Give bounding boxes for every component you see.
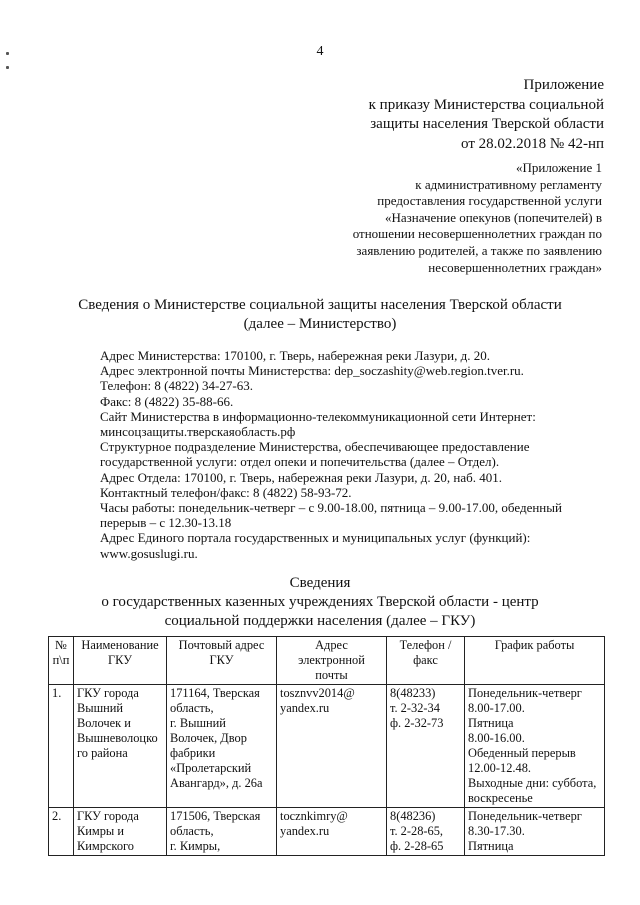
phone-fax-cell xyxy=(387,685,465,808)
appendix-line: от 28.02.2018 № 42-нп xyxy=(461,135,604,152)
cell-line: «Пролетарский xyxy=(170,761,252,775)
gku-table xyxy=(48,636,605,856)
page-number: 4 xyxy=(316,44,324,59)
header-cell-line: Наименование xyxy=(81,638,159,652)
cell-line: Авангард», д. 26а xyxy=(170,776,263,790)
cell-line: Понедельник-четверг xyxy=(468,686,582,700)
cell-line: ГКУ города xyxy=(77,686,139,700)
cell-line: 8.00-17.00. xyxy=(468,701,525,715)
cell-line: Кимрского xyxy=(77,839,134,853)
schedule-cell xyxy=(465,808,605,856)
header-cell xyxy=(74,637,167,685)
cell-line: 171164, Тверская xyxy=(170,686,260,700)
scan-mark xyxy=(6,66,9,69)
cell-line: Вышневолоцко xyxy=(77,731,158,745)
ministry-info-line: Факс: 8 (4822) 35-88-66. xyxy=(100,393,234,409)
ministry-info-line: государственной услуги: отдел опеки и попечительства (далее – Отдел). xyxy=(100,454,500,470)
regulation-appendix-line: заявлению родителей, а также по заявлению xyxy=(356,242,602,258)
cell-line: г. Вышний xyxy=(170,716,226,730)
regulation-appendix-line: отношении несовершеннолетних граждан по xyxy=(352,226,602,242)
cell-line: yandex.ru xyxy=(280,701,330,715)
row-number-cell xyxy=(49,685,74,808)
cell-line: tocznkimry@ xyxy=(280,809,348,823)
gku-section-title xyxy=(0,574,640,631)
cell-line: Кимры и xyxy=(77,824,124,838)
header-cell-line: факс xyxy=(413,653,438,667)
header-cell-line: ГКУ xyxy=(108,653,132,667)
ministry-title-line: Сведения о Министерстве социальной защиты населения Тверской области xyxy=(78,297,562,313)
regulation-appendix-line: «Назначение опекунов (попечителей) в xyxy=(384,209,602,225)
ministry-info-line: минсоцзащиты.тверскаяобласть.рф xyxy=(100,424,296,440)
cell-line: т. 2-28-65, xyxy=(390,824,444,838)
header-cell-line: Телефон / xyxy=(399,638,452,652)
postal-address-cell xyxy=(167,808,277,856)
gku-name-cell xyxy=(74,808,167,856)
cell-line: Волочек, Двор xyxy=(170,731,247,745)
cell-line: 8(48236) xyxy=(390,809,436,823)
ministry-info-line: Адрес электронной почты Министерства: dep_soczashity@web.region.tver.ru. xyxy=(100,363,524,379)
cell-line: воскресенье xyxy=(468,791,533,805)
cell-line: Волочек и xyxy=(77,716,131,730)
ministry-info-line: Адрес Министерства: 170100, г. Тверь, набережная реки Лазури, д. 20. xyxy=(100,348,490,363)
header-cell-line: почты xyxy=(315,668,348,682)
email-cell xyxy=(277,808,387,856)
cell-line: фабрики xyxy=(170,746,216,760)
regulation-appendix-line: предоставления государственной услуги xyxy=(377,193,602,209)
row-number-cell xyxy=(49,808,74,856)
cell-line: yandex.ru xyxy=(280,824,330,838)
cell-line: 8.30-17.30. xyxy=(468,824,525,838)
table-header-row xyxy=(49,637,605,685)
gku-title-line: о государственных казенных учреждениях Тверской области - центр xyxy=(101,594,539,610)
ministry-info-line: Контактный телефон/факс: 8 (4822) 58-93-72. xyxy=(100,484,352,500)
gku-title-line: социальной поддержки населения (далее – ГКУ) xyxy=(164,613,476,629)
cell-line: tosznvv2014@ xyxy=(280,686,355,700)
header-cell-line: ГКУ xyxy=(209,653,234,667)
table-row xyxy=(49,808,605,856)
cell-line: 2. xyxy=(52,809,62,823)
ministry-info-block xyxy=(100,348,562,561)
header-cell-line: Почтовый адрес xyxy=(178,638,265,652)
header-cell xyxy=(167,637,277,685)
ministry-info-line: перерыв – с 12.30-13.18 xyxy=(100,515,232,531)
ministry-info-line: www.gosuslugi.ru. xyxy=(100,545,198,561)
cell-line: 8.00-16.00. xyxy=(468,731,525,745)
cell-line: Пятница xyxy=(468,716,514,730)
email-cell xyxy=(277,685,387,808)
cell-line: Вышний xyxy=(77,701,124,715)
header-cell-line: электронной xyxy=(298,653,365,667)
cell-line: область, xyxy=(170,701,214,715)
cell-line: ф. 2-28-65 xyxy=(390,839,444,853)
postal-address-cell xyxy=(167,685,277,808)
ministry-info-line: Структурное подразделение Министерства, обеспечивающее предоставление xyxy=(100,439,530,455)
cell-line: 171506, Тверская xyxy=(170,809,261,823)
cell-line: Выходные дни: суббота, xyxy=(468,776,597,790)
appendix-line: защиты населения Тверской области xyxy=(370,116,604,132)
ministry-info-line: Часы работы: понедельник-четверг – с 9.00-18.00, пятница – 9.00-17.00, обеденный xyxy=(100,500,562,516)
cell-line: г. Кимры, xyxy=(170,839,221,853)
regulation-appendix-line: несовершеннолетних граждан» xyxy=(428,259,602,275)
regulation-appendix-block xyxy=(353,160,602,276)
cell-line: ГКУ города xyxy=(77,809,139,823)
cell-line: го района xyxy=(77,746,128,760)
cell-line: Пятница xyxy=(468,839,514,853)
phone-fax-cell xyxy=(387,808,465,856)
header-cell-line: Адрес xyxy=(315,638,348,652)
header-cell xyxy=(277,637,387,685)
header-cell-line: № xyxy=(55,638,67,652)
ministry-info-line: Телефон: 8 (4822) 34-27-63. xyxy=(100,378,253,394)
cell-line: 1. xyxy=(52,686,62,700)
ministry-section-title xyxy=(0,296,640,334)
regulation-appendix-line: к административному регламенту xyxy=(415,176,602,192)
cell-line: Обеденный перерыв xyxy=(468,746,576,760)
cell-line: 12.00-12.48. xyxy=(468,761,531,775)
cell-line: Понедельник-четверг xyxy=(468,809,582,823)
schedule-cell xyxy=(465,685,605,808)
table-row xyxy=(49,685,605,808)
gku-title-line: Сведения xyxy=(289,575,351,591)
cell-line: область, xyxy=(170,824,214,838)
header-cell xyxy=(465,637,605,685)
header-cell-line: п\п xyxy=(52,653,70,667)
ministry-info-line: Адрес Единого портала государственных и муниципальных услуг (функций): xyxy=(100,530,531,546)
regulation-appendix-line: «Приложение 1 xyxy=(515,160,602,175)
header-cell xyxy=(387,637,465,685)
header-cell xyxy=(49,637,74,685)
header-cell-line: График работы xyxy=(494,638,575,652)
cell-line: ф. 2-32-73 xyxy=(390,716,444,730)
gku-name-cell xyxy=(74,685,167,808)
cell-line: т. 2-32-34 xyxy=(390,701,440,715)
appendix-line: Приложение xyxy=(523,77,604,93)
appendix-block xyxy=(369,76,604,154)
appendix-line: к приказу Министерства социальной xyxy=(368,96,604,113)
cell-line: 8(48233) xyxy=(390,686,436,700)
ministry-title-line: (далее – Министерство) xyxy=(243,316,397,332)
ministry-info-line: Сайт Министерства в информационно-телекоммуникационной сети Интернет: xyxy=(100,408,536,424)
ministry-info-line: Адрес Отдела: 170100, г. Тверь, набережная реки Лазури, д. 20, наб. 401. xyxy=(100,469,502,485)
